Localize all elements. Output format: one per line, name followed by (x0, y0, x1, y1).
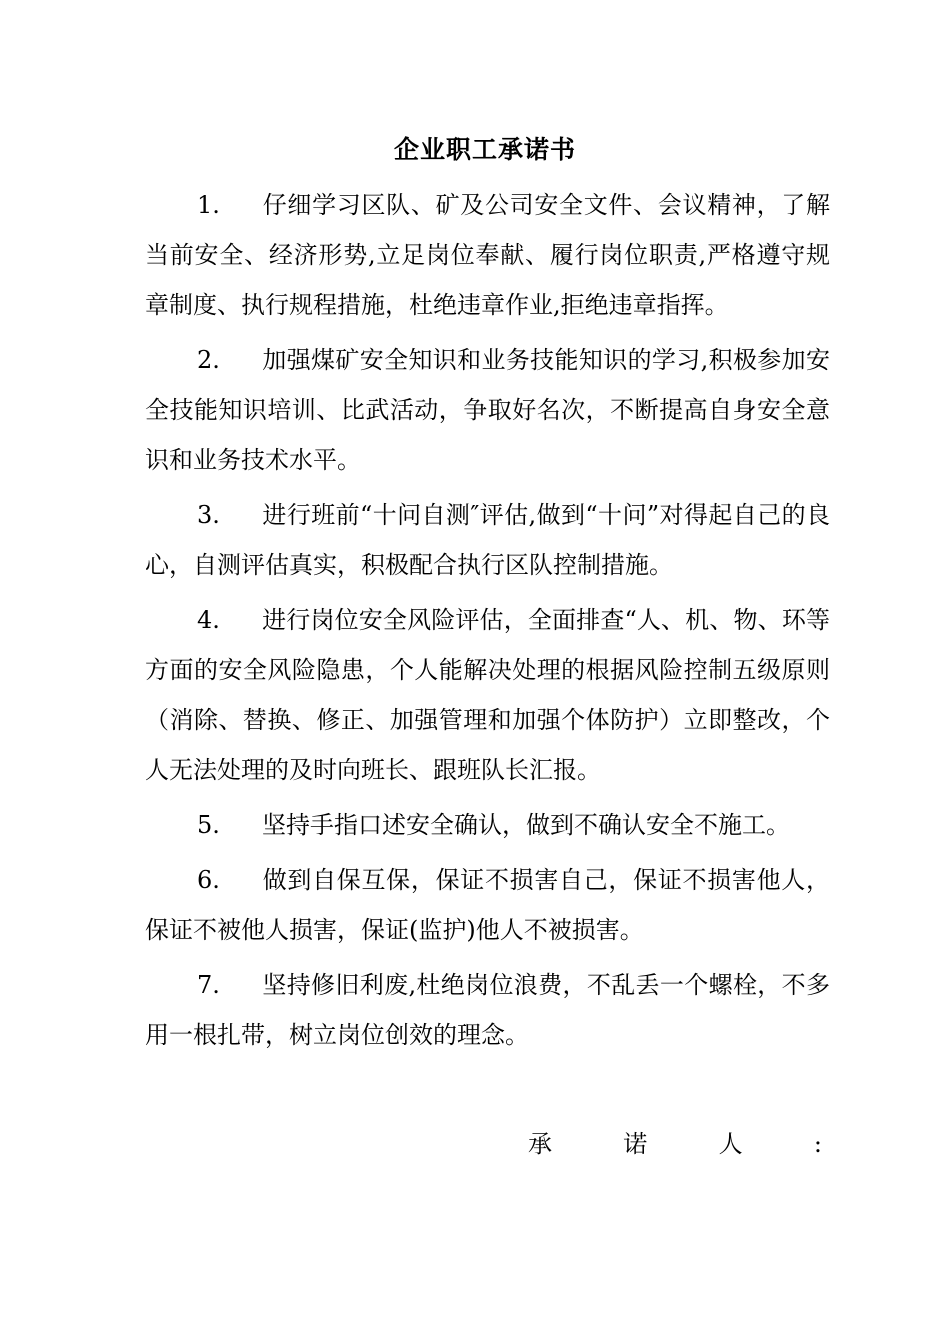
item-text: 进行班前“十问自测″评估,做到“十问”对得起自己的良心，自测评估真实，积极配合执行区队控制措施。 (145, 501, 830, 579)
item-text: 加强煤矿安全知识和业务技能知识的学习,积极参加安全技能知识培训、比武活动，争取好名次，不断提高自身安全意识和业务技术水平。 (145, 346, 830, 474)
item-text: 仔细学习区队、矿及公司安全文件、会议精神，了解当前安全、经济形势,立足岗位奉献、履行岗位职责,严格遵守规章制度、执行规程措施，杜绝违章作业,拒绝违章指挥。 (145, 191, 830, 319)
document-title: 企业职工承诺书 (393, 135, 576, 164)
item-text: 坚持手指口述安全确认，做到不确认安全不施工。 (262, 811, 790, 839)
signature-colon: : (813, 1130, 822, 1158)
item-number: 1. (197, 191, 220, 219)
commitment-list (145, 180, 830, 1065)
commitment-item-7 (145, 960, 830, 1060)
commitment-item-2 (145, 335, 830, 485)
signature-line (528, 1124, 822, 1164)
item-number: 3. (197, 501, 220, 529)
signature-char: 承 (528, 1130, 552, 1158)
item-number: 6. (197, 866, 220, 894)
item-number: 2. (197, 346, 220, 374)
item-text: 坚持修旧利废,杜绝岗位浪费，不乱丢一个螺栓，不多用一根扎带，树立岗位创效的理念。 (145, 971, 830, 1049)
item-number: 7. (197, 971, 220, 999)
item-text: 做到自保互保，保证不损害自己，保证不损害他人，保证不被他人损害，保证(监护)他人不被损害。 (145, 866, 830, 944)
signature-char: 诺 (623, 1130, 648, 1158)
commitment-item-4 (145, 595, 830, 795)
commitment-item-1 (145, 180, 830, 330)
commitment-item-6 (145, 855, 830, 955)
commitment-item-3 (145, 490, 830, 590)
commitment-item-5 (145, 800, 830, 850)
item-text: 进行岗位安全风险评估，全面排查“人、机、物、环等方面的安全风险隐患，个人能解决处理的根据风险控制五级原则（消除、替换、修正、加强管理和加强个体防护）立即整改，个人无法处理的及时向班长、跟班队长汇报。 (145, 606, 830, 784)
item-number: 4. (197, 606, 220, 634)
item-number: 5. (197, 811, 220, 839)
signature-char: 人 (718, 1130, 743, 1158)
